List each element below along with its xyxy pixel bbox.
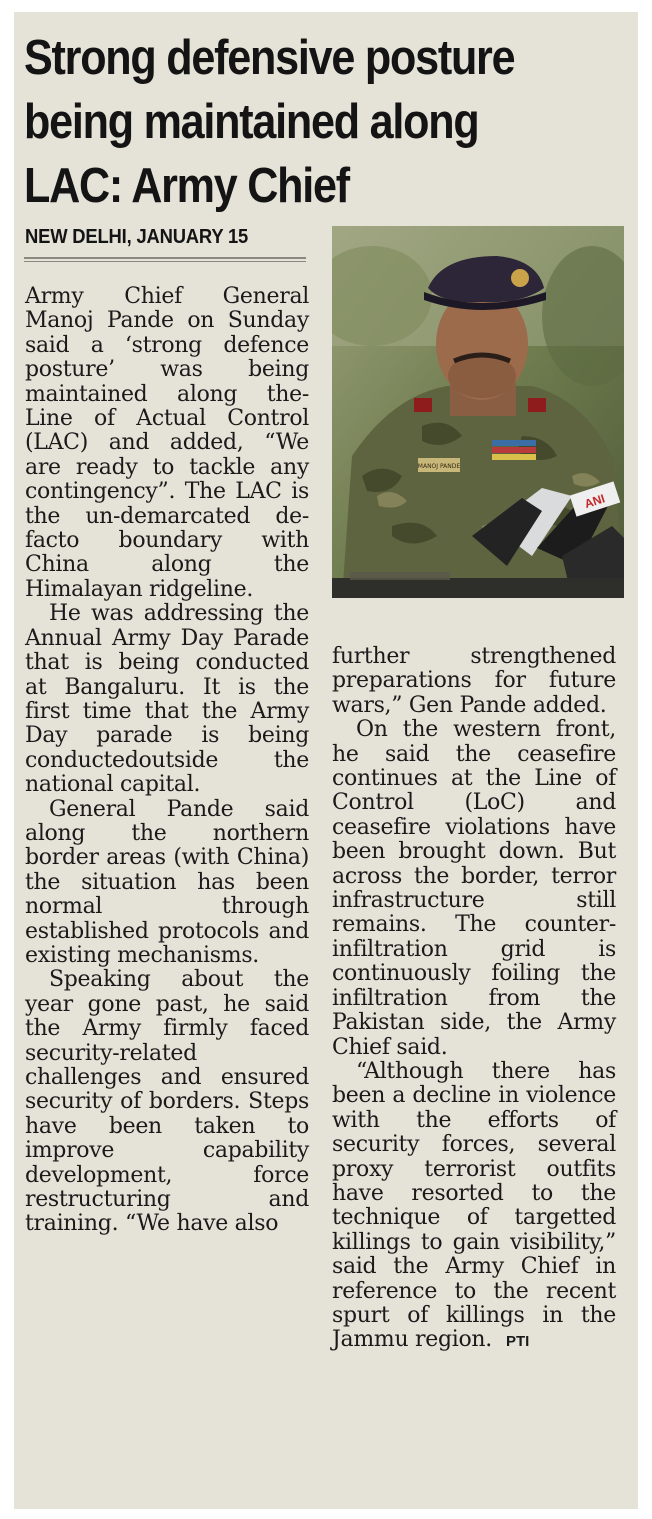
name-tag: MANOJ PANDE [417,463,461,470]
paragraph [332,1060,616,1355]
article-column-1 [25,285,309,1237]
army-chief-photo [332,226,624,598]
paragraph: On the western front, he said the ceasefire continues at the Line of Control (LoC) and ceasefire violations have been brought down. But across the border, terror infrastructure still remains. The counter-infiltration grid is continuously foiling the infiltration from the Pakistan side, the Army Chief said. [332,717,616,1060]
headline-line-2: being maintained along [24,95,479,149]
paragraph: General Pande said along the northern border areas (with China) the situation has been normal through established protocols and existing mechanisms. [25,796,309,968]
dateline: NEW DELHI, JANUARY 15 [25,226,249,248]
paragraph-text: “Although there has been a decline in violence with the efforts of security forces, several proxy terrorist outfits have resorted to the technique of targetted killings to gain visibility,” said the Army Chief in reference to the recent spurt of killings in the Jammu region. [332,1058,616,1353]
article-column-2 [332,645,616,1355]
dateline-rule [24,257,306,259]
paragraph: Army Chief General Manoj Pande on Sunday said a ‘strong defence posture’ was being maintained along the- Line of Actual Control (LAC) and added, “We are ready to tackle any contingency”. The LAC is the un-demarcated de-facto boundary with China along the Himalayan ridgeline. [25,284,309,602]
headline-line-3: LAC: Army Chief [24,159,349,213]
paragraph: further strengthened preparations for future wars,” Gen Pande added. [332,644,616,718]
headline-line-1: Strong defensive posture [24,31,515,85]
paragraph: Speaking about the year gone past, he said the Army firmly faced security-related challenges and ensured security of borders. Steps have been taken to improve capability development, force restructuring and training. “We have also [25,967,309,1237]
headline [24,26,552,218]
dateline-rule-thin [24,261,306,262]
paragraph: He was addressing the Annual Army Day Parade that is being conducted at Bangaluru. It is the first time that the Army Day parade is being conductedoutside the national capital. [25,601,309,798]
mic-label: ANI [582,491,607,512]
byline: PTI [505,1333,530,1351]
